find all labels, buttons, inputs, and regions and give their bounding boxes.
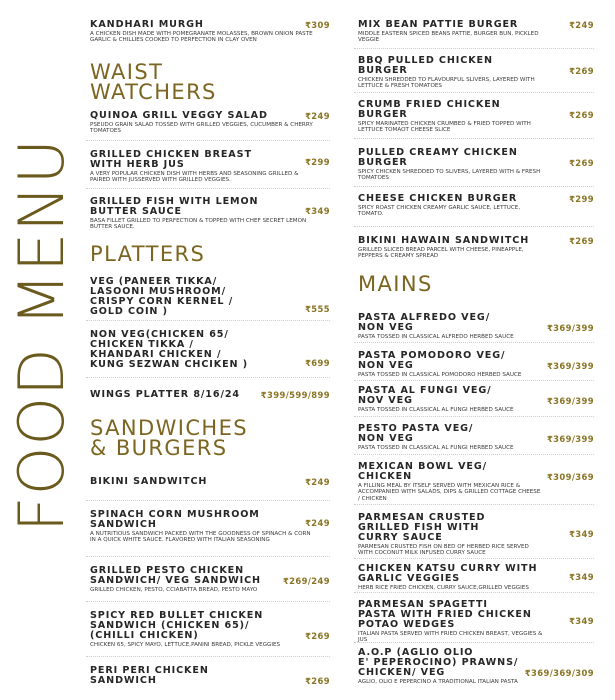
menu-item-pesto-pasta <box>358 424 594 451</box>
item-description: A NUTRITIOUS SANDWICH PACKED WITH THE GOODNESS OF SPINACH & CORN IN A QUICK WHITE SAUCE. FLAVORED WITH ITALIAN SEASONING <box>90 531 311 544</box>
item-name: BIKINI HAWAIN SANDWITCH <box>358 235 530 246</box>
item-price: ₹249 <box>305 111 330 121</box>
menu-item-grilled-chicken-herb <box>90 150 330 184</box>
item-price: ₹309/369 <box>546 472 594 482</box>
menu-item-spicy-red-bullet <box>90 611 330 648</box>
item-name: KANDHARI MURGH <box>90 19 204 30</box>
menu-item-mix-bean-burger <box>358 20 594 44</box>
item-price: ₹249 <box>305 518 330 528</box>
menu-item-wings-platter <box>90 390 330 400</box>
item-description: PASTA TOSSED IN CLASSICAL AL FUNGI HERBED SAUCE <box>358 445 514 451</box>
item-price: ₹369/399 <box>546 323 594 333</box>
item-price: ₹249 <box>305 477 330 487</box>
item-price: ₹299 <box>569 194 594 204</box>
divider <box>86 140 330 141</box>
item-description: SPICY MARINATED CHICKEN CRUMBED & FRIED TOPPED WITH LETTUCE TOMAOT CHEESE SLICE <box>358 121 531 134</box>
menu-item-nonveg-platter <box>90 330 330 370</box>
item-name: WINGS PLATTER 8/16/24 <box>90 389 241 400</box>
item-name: PULLED CREAMY CHICKEN BURGER <box>358 147 518 168</box>
divider <box>354 342 594 343</box>
item-name: GRILLED PESTO CHICKEN SANDWICH/ VEG SANDWICH <box>90 565 261 586</box>
menu-item-parmesan-fish <box>358 513 594 557</box>
menu-item-aop-pasta <box>358 648 594 685</box>
item-price: ₹269 <box>305 676 330 686</box>
divider <box>354 642 594 643</box>
divider <box>86 601 330 602</box>
item-price: ₹399/599/899 <box>260 390 330 400</box>
menu-item-bikini-hawain <box>358 236 594 260</box>
menu-item-crumb-fried-burger <box>358 100 594 134</box>
item-price: ₹369/399 <box>546 396 594 406</box>
item-price: ₹249 <box>569 20 594 30</box>
divider <box>354 416 594 417</box>
item-name: SPINACH CORN MUSHROOM SANDWICH <box>90 509 260 530</box>
item-name: SPICY RED BULLET CHICKEN SANDWICH (CHICKEN 65)/ (CHILLI CHICKEN) <box>90 610 264 641</box>
food-menu-vertical-title: FOOD MENU <box>5 137 78 533</box>
item-name: GRILLED CHICKEN BREAST WITH HERB JUS <box>90 149 252 170</box>
item-name: CRUMB FRIED CHICKEN BURGER <box>358 99 501 120</box>
menu-item-pasta-alfredo <box>358 313 594 340</box>
item-name: PESTO PASTA VEG/ NON VEG <box>358 423 474 444</box>
item-name: PASTA POMODORO VEG/ NON VEG <box>358 350 506 371</box>
divider <box>354 138 594 139</box>
item-name: PARMESAN CRUSTED GRILLED FISH WITH CURRY SAUCE <box>358 512 486 543</box>
menu-item-pesto-sandwich <box>90 566 330 593</box>
item-name: BIKINI SANDWITCH <box>90 476 208 487</box>
item-description: A VERY POPULAR CHICKEN DISH WITH HERBS AND SEASONING GRILLED & PAIRED WITH JUSSERVED WITH GRILLED VEGGIES. <box>90 171 299 184</box>
menu-item-pasta-pomodoro <box>358 351 594 378</box>
item-price: ₹269 <box>569 110 594 120</box>
item-description: HERB RICE FRIED CHICKEN, CURRY SAUCE,GRILLED VEGGIES <box>358 585 529 591</box>
divider <box>354 186 594 187</box>
item-name: BBQ PULLED CHICKEN BURGER <box>358 55 493 76</box>
menu-item-pasta-al-fungi <box>358 386 594 413</box>
menu-item-kandhari-murgh <box>90 20 330 44</box>
menu-item-pulled-creamy-burger <box>358 148 594 182</box>
item-price: ₹555 <box>305 304 330 314</box>
item-description: PSEUDO GRAIN SALAD TOSSED WITH GRILLED VEGGIES, CUCUMBER & CHERRY TOMATOES <box>90 122 313 135</box>
section-title-waist-watchers: WAIST WATCHERS <box>90 60 217 104</box>
item-price: ₹349 <box>569 572 594 582</box>
menu-item-mexican-bowl <box>358 462 594 502</box>
item-price: ₹269 <box>569 158 594 168</box>
menu-item-peri-peri-sandwich <box>90 666 330 686</box>
divider <box>86 377 330 378</box>
item-price: ₹349 <box>569 529 594 539</box>
item-price: ₹269 <box>569 66 594 76</box>
item-name: PASTA ALFREDO VEG/ NON VEG <box>358 312 491 333</box>
item-price: ₹369/369/309 <box>524 668 594 678</box>
item-name: A.O.P (AGLIO OLIO E' PEPEROCINO) PRAWNS/ CHICKEN/ VEG <box>358 647 519 678</box>
divider <box>354 592 594 593</box>
menu-item-bikini-sandwich <box>90 477 330 487</box>
menu-item-spinach-corn-sandwich <box>90 510 330 544</box>
item-description: SPICY CHICKEN SHREDDED TO SLIVERS, LAYERED WITH & FRESH TOMATOES <box>358 169 541 182</box>
divider <box>354 558 594 559</box>
divider <box>354 380 594 381</box>
section-title-sandwiches-burgers: SANDWICHES & BURGERS <box>90 416 248 460</box>
item-price: ₹299 <box>305 157 330 167</box>
item-description: CHICKEN 65, SPICY MAYO, LETTUCE,PANINI BREAD, PICKLE VEGGIES <box>90 642 281 648</box>
item-description: A CHICKEN DISH MADE WITH POMEGRANATE MOLASSES, BROWN ONION PASTE GARLIC & CHILLIES COOKED TO PERFECTION IN CLAY OVEN <box>90 31 313 44</box>
item-price: ₹699 <box>305 358 330 368</box>
item-description: PASTA TOSSED IN CLASSICAL AL FUNGI HERBED SAUCE <box>358 407 514 413</box>
item-name: CHEESE CHICKEN BURGER <box>358 193 518 204</box>
item-name: GRILLED FISH WITH LEMON BUTTER SAUCE <box>90 196 259 217</box>
item-description: AGLIO, OLIO E PEPERCINO A TRADITIONAL ITALIAN PASTA <box>358 679 518 685</box>
item-price: ₹369/399 <box>546 434 594 444</box>
item-price: ₹269 <box>305 631 330 641</box>
item-price: ₹349 <box>305 206 330 216</box>
item-name: CHICKEN KATSU CURRY WITH GARLIC VEGGIES <box>358 563 538 584</box>
item-name: PASTA AL FUNGI VEG/ NOV VEG <box>358 385 492 406</box>
menu-item-cheese-chicken-burger <box>358 194 594 218</box>
item-description: PASTA TOSSED IN CLASSICAL POMODORO HERBED SAUCE <box>358 372 522 378</box>
menu-item-bbq-pulled-burger <box>358 56 594 90</box>
item-name: PERI PERI CHICKEN SANDWICH <box>90 665 209 686</box>
item-description: PARMESAN CRUSTED FISH ON BED OF HERBED RICE SERVED WITH COCONUT MILK INFUSED CURRY SAUCE <box>358 544 529 557</box>
item-description: GRILLED SLICED BREAD PARCEL WITH CHEESE, PINEAPPLE, PEPPERS & CREAMY SPREAD <box>358 247 524 260</box>
divider <box>86 656 330 657</box>
menu-item-chicken-katsu <box>358 564 594 591</box>
divider <box>354 504 594 505</box>
item-price: ₹269 <box>569 236 594 246</box>
section-title-platters: PLATTERS <box>90 242 206 266</box>
divider <box>86 500 330 501</box>
item-description: CHICKEN SHREDDED TO FLAVOURFUL SLIVERS, LAYERED WITH LETTUCE & FRESH TOMATOES <box>358 77 535 90</box>
item-price: ₹269/249 <box>282 576 330 586</box>
item-price: ₹349 <box>569 616 594 626</box>
item-description: SPICY ROAST CHICKEN CREAMY GARLIC SAUCE, LETTUCE, TOMATO. <box>358 205 521 218</box>
item-description: A FILLING MEAL BY ITSELF SERVED WITH MEXICAN RICE & ACCOMPANIED WITH SALADS, DIPS & GRILLED COTTAGE CHEESE / CHICKEN <box>358 483 541 502</box>
item-description: PASTA TOSSED IN CLASSICAL ALFREDO HERBED SAUCE <box>358 334 514 340</box>
menu-item-parmesan-spagetti <box>358 600 594 644</box>
divider <box>354 454 594 455</box>
item-price: ₹309 <box>305 20 330 30</box>
item-description: ITALIAN PASTA SERVED WITH FRIED CHICKEN BREAST, VEGGIES & JUS <box>358 631 543 644</box>
item-name: MIX BEAN PATTIE BURGER <box>358 19 519 30</box>
item-name: NON VEG(CHICKEN 65/ CHICKEN TIKKA / KHANDARI CHICKEN / KUNG SEZWAN CHCIKEN ) <box>90 329 248 370</box>
menu-item-quinoa-salad <box>90 111 330 135</box>
item-name: VEG (PANEER TIKKA/ LASOONI MUSHROOM/ CRISPY CORN KERNEL / GOLD COIN ) <box>90 276 234 317</box>
item-name: PARMESAN SPAGETTI PASTA WITH FRIED CHICKEN POTAO WEDGES <box>358 599 532 630</box>
item-name: MEXICAN BOWL VEG/ CHICKEN <box>358 461 488 482</box>
item-name: QUINOA GRILL VEGGY SALAD <box>90 110 268 121</box>
divider <box>354 92 594 93</box>
item-price: ₹369/399 <box>546 361 594 371</box>
section-title-mains: MAINS <box>358 272 433 296</box>
divider <box>86 320 330 321</box>
menu-item-veg-platter <box>90 277 330 317</box>
divider <box>86 556 330 557</box>
divider <box>86 188 330 189</box>
divider <box>354 48 594 49</box>
item-description: BASA FILLET GRILLED TO PERFECTION & TOPPED WITH CHEF SECRET LEMON BUTTER SAUCE. <box>90 218 307 231</box>
divider <box>354 226 594 227</box>
menu-item-grilled-fish <box>90 197 330 231</box>
item-description: MIDDLE EASTERN SPICED BEANS PATTIE, BURGER BUN, PICKLED VEGGIE <box>358 31 539 44</box>
item-description: GRILLED CHICKEN, PESTO, CCIABATTA BREAD, PESTO MAYO <box>90 587 258 593</box>
